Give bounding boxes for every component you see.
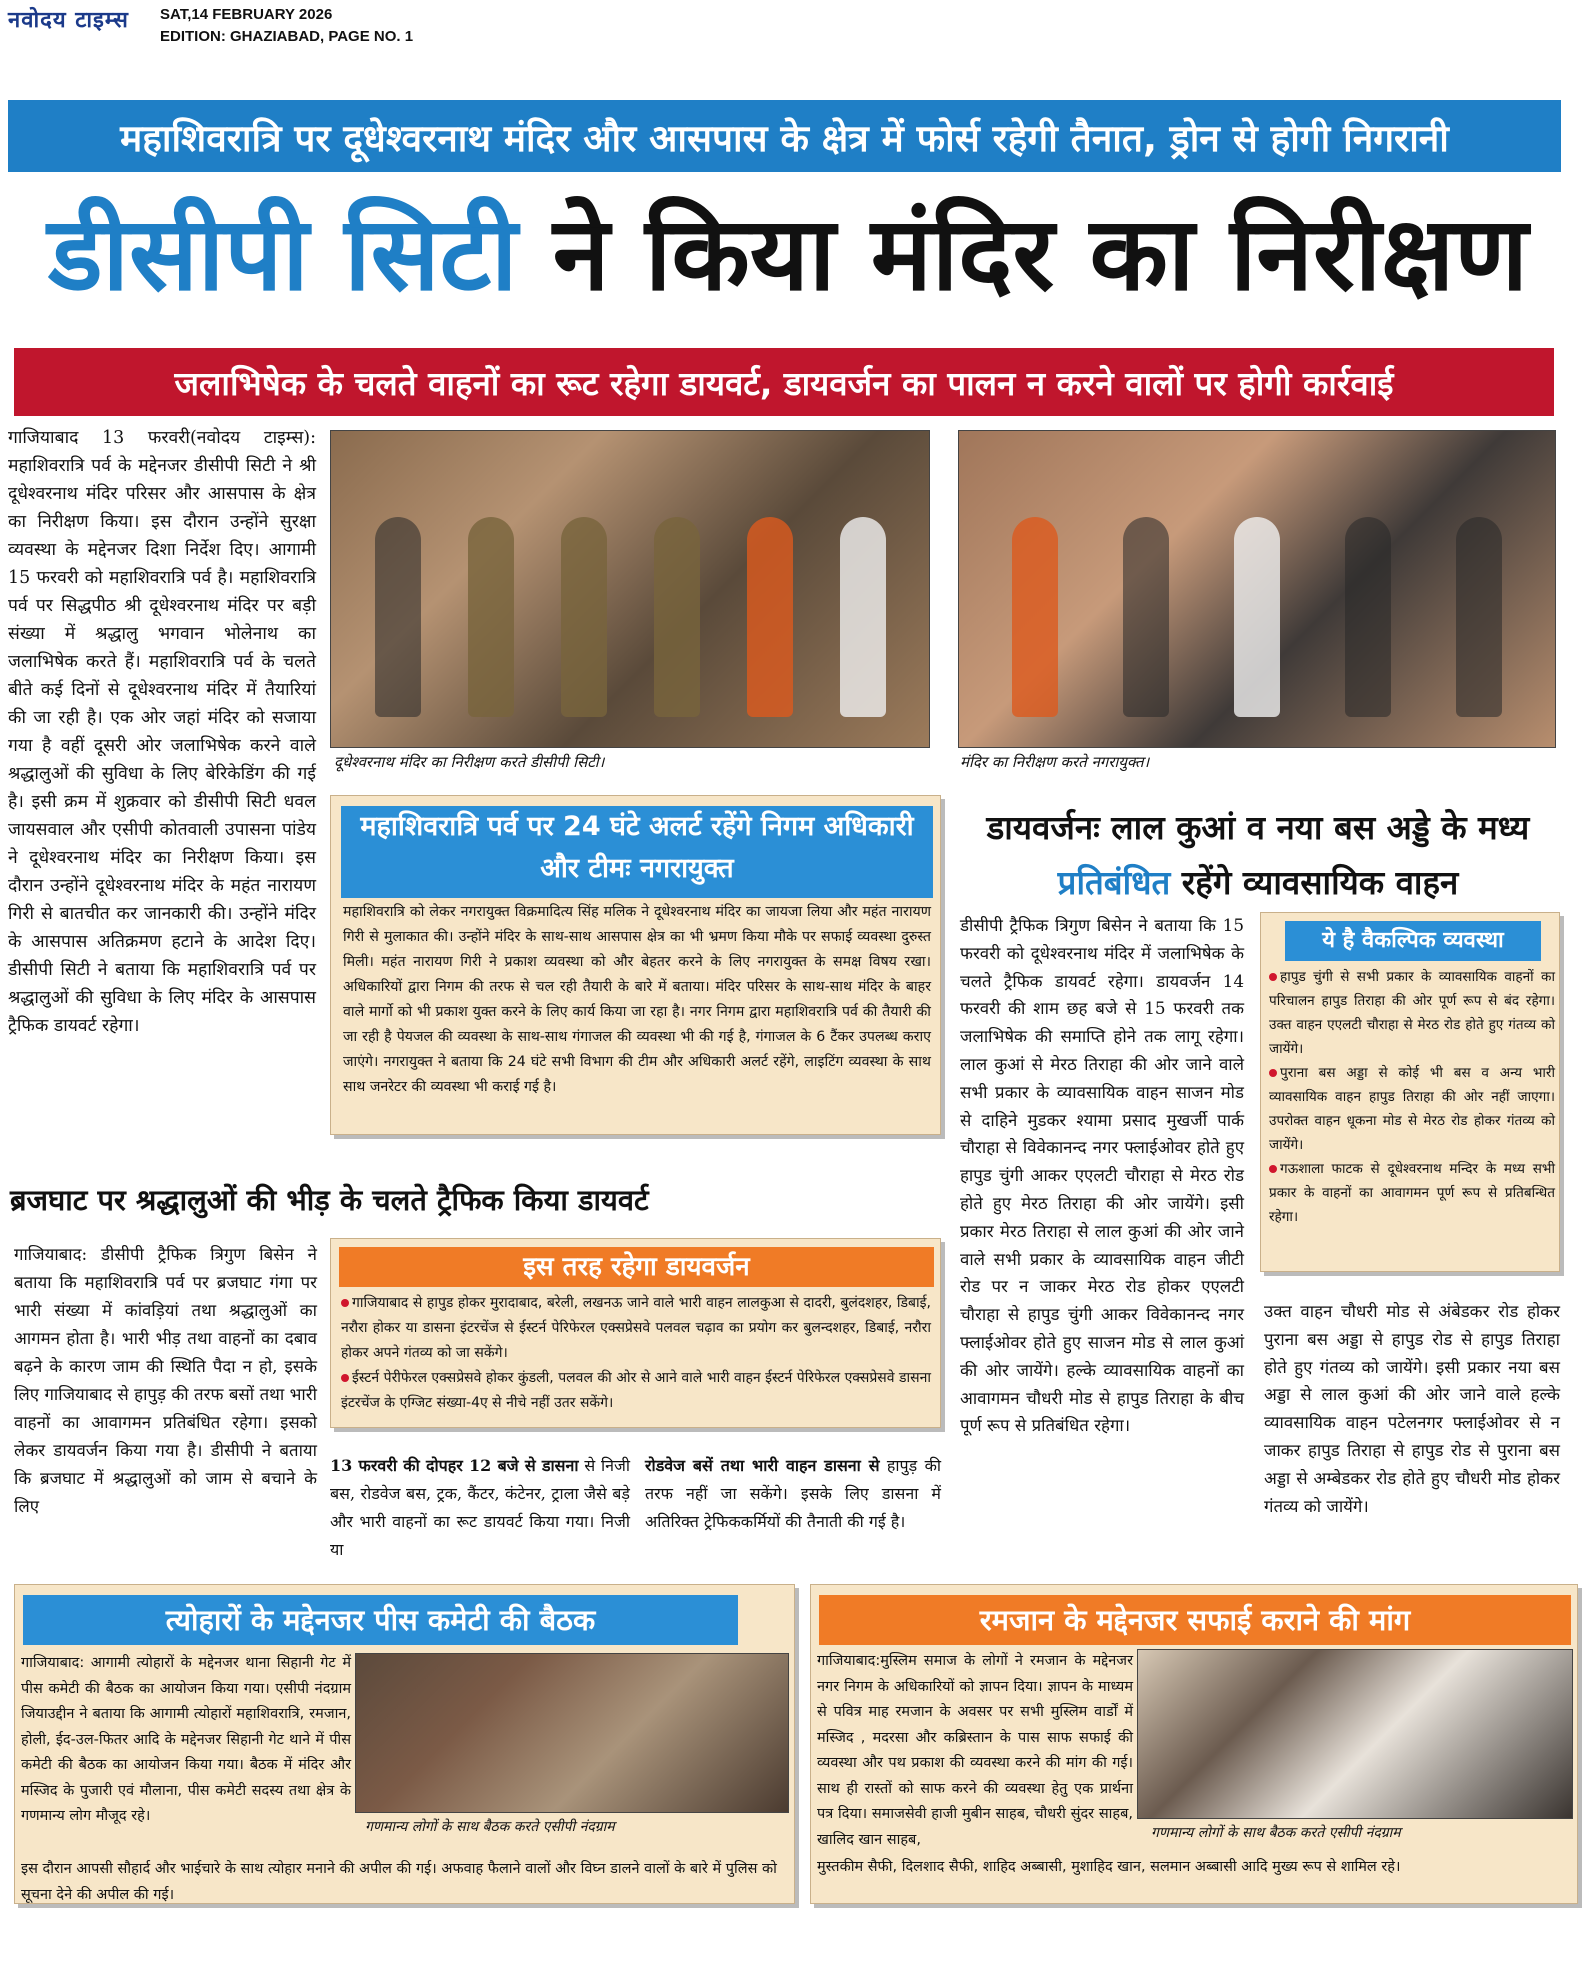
ramzan-title: रमजान के मद्देनजर सफाई कराने की मांग: [819, 1595, 1571, 1645]
top-banner: महाशिवरात्रि पर दूधेश्वरनाथ मंदिर और आसपास के क्षेत्र में फोर्स रहेगी तैनात, ड्रोन से होगी निगरानी: [8, 100, 1561, 172]
brijghat-story-text: गाजियाबाद: डीसीपी ट्रैफिक त्रिगुण बिसेन ने बताया कि महाशिवरात्रि पर्व पर ब्रजघाट गंगा पर भारी संख्या में कांवड़ियां तथा श्रद्धालुओं का आगमन होता है। भारी भीड़ तथा वाहनों का दबाव बढ़ने के कारण जाम की स्थिति पैदा न हो, इसके लिए गाजियाबाद से हापुड़ की तरफ बसों तथा भारी वाहनों का आवागमन प्रतिबंधित रहेगा। इसको लेकर डायवर्जन किया गया है। डीसीपी ने बताया कि ब्रजघाट में श्रद्धालुओं को जाम से बचाने के लिए: [14, 1244, 317, 1516]
photo2-caption: मंदिर का निरीक्षण करते नगरायुक्त।: [960, 753, 1150, 771]
diversion-headline: [958, 800, 1558, 910]
diversion-route-title: इस तरह रहेगा डायवर्जन: [339, 1247, 934, 1287]
bullet-icon: [1269, 1165, 1277, 1173]
bullet-icon: [341, 1299, 349, 1307]
list-item: पुराना बस अड्डा से कोई भी बस व अन्य भारी व्यावसायिक वाहन हापुड तिराहा की ओर नहीं जाएगा। उपरोक्त वाहन धूकना मोड से मेरठ रोड होकर गंतव्य को जायेंगे।: [1269, 1065, 1555, 1153]
peace-committee-title: त्योहारों के मद्देनजर पीस कमेटी की बैठक: [23, 1595, 738, 1645]
person-figure: [1123, 517, 1169, 717]
person-figure: [1345, 517, 1391, 717]
diversion-headline-a: डायवर्जनः लाल कुआं व नया बस अड्डे के मध्य: [986, 808, 1530, 847]
peace-committee-box: [14, 1584, 795, 1904]
diversion-route-body: [341, 1291, 931, 1416]
diversion-headline-highlight: प्रतिबंधित: [1057, 863, 1171, 902]
person-figure: [747, 517, 793, 717]
ramzan-body-continued: मुस्तकीम सैफी, दिलशाद सैफी, शाहिद अब्बासी, मुशाहिद खान, सलमान अब्बासी आदि मुख्य रूप से शामिल रहे।: [817, 1859, 1401, 1875]
alternate-box-body: [1269, 965, 1555, 1229]
person-figure: [654, 517, 700, 717]
person-figure: [468, 517, 514, 717]
ramzan-cleaning-box: [810, 1584, 1578, 1904]
brijghat-col2-lead: 13 फरवरी की दोपहर 12 बजे से डासना: [330, 1456, 579, 1475]
brijghat-headline: ब्रजघाट पर श्रद्धालुओं की भीड़ के चलते ट्रैफिक किया डायवर्ट: [10, 1183, 649, 1217]
ramzan-photo: [1137, 1649, 1573, 1819]
alternate-arrangement-box: [1260, 912, 1560, 1272]
headline-part2: ने किया मंदिर का निरीक्षण: [517, 195, 1528, 314]
edition-date: SAT,14 FEBRUARY 2026: [160, 6, 333, 23]
list-item: ईस्टर्न पेरीफेरल एक्सप्रेसवे होकर कुंडली, पलवल की ओर से आने वाले भारी वाहन ईस्टर्न पेरिफेरल एक्सप्रेसवे डासना इंटरचेंज के एग्जिट संख्या-4ए से नीचे नहीं उतर सकेंगे।: [341, 1370, 931, 1411]
brijghat-col3: [645, 1452, 941, 1536]
person-figure: [1456, 517, 1502, 717]
person-figure: [375, 517, 421, 717]
brijghat-col2-text: से निजी बस, रोडवेज बस, ट्रक, कैंटर, कंटेनर, ट्राला जैसे बड़े और भारी वाहनों का रूट डायवर्ट किया गया। निजी या: [330, 1456, 630, 1559]
diversion-headline-b: रहेंगे व्यावसायिक वाहन: [1170, 863, 1459, 902]
sub-banner: जलाभिषेक के चलते वाहनों का रूट रहेगा डायवर्ट, डायवर्जन का पालन न करने वालों पर होगी कार्रवाई: [14, 348, 1554, 416]
ramzan-caption: गणमान्य लोगों के साथ बैठक करते एसीपी नंदग्राम: [1151, 1825, 1401, 1841]
brijghat-col3-text: हापुड़ की तरफ नहीं जा सकेंगे। इसके लिए डासना में अतिरिक्त ट्रेफिककर्मियों की तैनाती की गई है।: [645, 1456, 942, 1531]
alternate-continued-text: उक्त वाहन चौधरी मोड से अंबेडकर रोड होकर पुराना बस अड्डा से हापुड रोड से हापुड तिराहा होते हुए गंतव्य को जायेंगे। इसी प्रकार नया बस अड्डा से लाल कुआं की ओर जाने वाले हल्के व्यावसायिक वाहन पटेलनगर फ्लाईओवर से न जाकर हापुड तिराहा से हापुड रोड से पुराना बस अड्डा से अम्बेडकर रोड होते हुए चौधरी मोड होकर गंतव्य को जायेंगे।: [1264, 1301, 1560, 1516]
bullet-icon: [341, 1374, 349, 1382]
bullet-icon: [1269, 1069, 1277, 1077]
brijghat-col2: [330, 1452, 630, 1564]
photo1-caption: दूधेश्वरनाथ मंदिर का निरीक्षण करते डीसीपी सिटी।: [334, 753, 605, 771]
edition-info: [160, 4, 413, 48]
alternate-box-title: ये है वैकल्पिक व्यवस्था: [1285, 921, 1541, 961]
ramzan-body: गाजियाबाद:मुस्लिम समाज के लोगों ने रमजान के मद्देनजर नगर निगम के अधिकारियों को ज्ञापन दिया। ज्ञापन के माध्यम से पवित्र माह रमजान के अवसर पर सभी मुस्लिम वार्डों में मस्जिद , मदरसा और कब्रिस्तान के पास साफ सफाई की व्यवस्था और पथ प्रकाश की व्यवस्था करने की मांग की गई। साथ ही रास्तों को साफ करने की व्यवस्था हेतु एक प्रार्थना पत्र दिया। समाजसेवी हाजी मुबीन साहब, चौधरी सुंदर साहब, खालिद खान साहब,: [817, 1653, 1133, 1848]
person-figure: [1234, 517, 1280, 717]
person-figure: [561, 517, 607, 717]
list-item: गऊशाला फाटक से दूधेश्वरनाथ मन्दिर के मध्य सभी प्रकार के वाहनों का आवागमन पूर्ण रूप से प्रतिबन्धित रहेगा।: [1269, 1161, 1555, 1225]
person-figure: [1012, 517, 1058, 717]
list-item: गाजियाबाद से हापुड होकर मुरादाबाद, बरेली, लखनऊ जाने वाले भारी वाहन लालकुआ से दादरी, बुलंदशहर, डिबाई, नरौरा होकर या डासना इंटरचेंज से ईस्टर्न पेरिफेरल एक्सप्रेसवे पलवल चढ़ाव का प्रयोग कर बुलन्दशहर, डिबाई, नरौरा होकर अपने गंतव्य को जा सकेंगे।: [341, 1295, 931, 1361]
alert-box-title: महाशिवरात्रि पर्व पर 24 घंटे अलर्ट रहेंगे निगम अधिकारी और टीमः नगरायुक्त: [341, 806, 933, 898]
list-item: हापुड चुंगी से सभी प्रकार के व्यावसायिक वाहनों का परिचालन हापुड तिराहा की ओर पूर्ण रूप से बंद रहेगा। उक्त वाहन एएलटी चौराहा से मेरठ रोड होते हुए गंतव्य को जायेंगे।: [1269, 969, 1555, 1057]
photo-commissioner-inspection: [958, 430, 1556, 748]
peace-committee-body: गाजियाबाद: आगामी त्योहारों के मद्देनजर थाना सिहानी गेट में पीस कमेटी की बैठक का आयोजन किया गया। एसीपी नंदग्राम जियाउद्दीन ने बताया कि आगामी त्योहारों महाशिवरात्रि, रमजान, होली, ईद-उल-फितर आदि के मद्देनजर सिहानी गेट थाने में पीस कमेटी की बैठक का आयोजन किया गया। बैठक में मंदिर और मस्जिद के पुजारी एवं मौलाना, पीस कमेटी सदस्य तथा क्षेत्र के गणमान्य लोग मौजूद रहे।: [21, 1655, 351, 1824]
newspaper-logo: नवोदय टाइम्स: [8, 8, 129, 33]
main-headline: [8, 195, 1568, 315]
alert-box: [330, 795, 941, 1135]
brijghat-col3-lead: रोडवेज बसें तथा भारी वाहन डासना से: [645, 1456, 880, 1475]
headline-part1: डीसीपी सिटी: [47, 195, 518, 314]
diversion-story-text: डीसीपी ट्रैफिक त्रिगुण बिसेन ने बताया कि 15 फरवरी को दूधेश्वरनाथ मंदिर में जलाभिषेक के चलते ट्रैफिक डायवर्ट रहेगा। डायवर्जन 14 फरवरी की शाम छह बजे से 15 फरवरी तक जलाभिषेक की समाप्ति होने तक लागू रहेगा। लाल कुआं से मेरठ तिराहा की ओर जाने वाले सभी प्रकार के व्यावसायिक वाहन साजन मोड से दाहिने मुडकर श्यामा प्रसाद मुखर्जी पार्क चौराहा से विवेकानन्द नगर फ्लाईओवर होते हुए हापुड चुंगी आकर एएलटी चौराहा से मेरठ रोड होते हुए मेरठ तिराहा की ओर जायेंगे। इसी प्रकार मेरठ तिराहा से लाल कुआं की ओर जाने वाले सभी प्रकार के व्यावसायिक वाहन जीटी रोड पर न जाकर मेरठ रोड होकर एएलटी चौराहा से हापुड चुंगी आकर विवेकानन्द नगर फ्लाईओवर होते हुए साजन मोड से लाल कुआं की ओर जायेंगे। हल्के व्यावसायिक वाहनों का आवागमन चौधरी मोड से हापुड तिराहा के बीच पूर्ण रूप से प्रतिबंधित रहेगा।: [960, 915, 1244, 1436]
peace-committee-caption: गणमान्य लोगों के साथ बैठक करते एसीपी नंदग्राम: [365, 1819, 615, 1835]
edition-name: EDITION: GHAZIABAD, PAGE NO. 1: [160, 28, 414, 45]
bullet-icon: [1269, 973, 1277, 981]
peace-committee-photo: [355, 1653, 789, 1813]
photo-dcp-inspection: [330, 430, 930, 748]
person-figure: [840, 517, 886, 717]
peace-committee-body-continued: इस दौरान आपसी सौहार्द और भाईचारे के साथ त्योहार मनाने की अपील की गई। अफवाह फैलाने वालों और विघ्न डालने वालों के बारे में पुलिस को सूचना देने की अपील की गई।: [21, 1861, 777, 1903]
diversion-route-box: [330, 1238, 941, 1428]
main-story-text: गाजियाबाद 13 फरवरी(नवोदय टाइम्स): महाशिवरात्रि पर्व के मद्देनजर डीसीपी सिटी ने श्री दूधेश्वरनाथ मंदिर परिसर और आसपास के क्षेत्र का निरीक्षण किया। इस दौरान उन्होंने सुरक्षा व्यवस्था के मद्देनजर दिशा निर्देश दिए। आगामी 15 फरवरी को महाशिवरात्रि पर्व है। महाशिवरात्रि पर्व पर सिद्धपीठ श्री दूधेश्वरनाथ मंदिर पर बड़ी संख्या में श्रद्धालु भगवान भोलेनाथ का जलाभिषेक करते हैं। महाशिवरात्रि पर्व के चलते बीते कई दिनों से दूधेश्वरनाथ मंदिर में तैयारियां की जा रही है। एक ओर जहां मंदिर को सजाया गया है वहीं दूसरी ओर जलाभिषेक करने वाले श्रद्धालुओं की सुविधा के लिए बेरिकेडिंग की गई है। इसी क्रम में शुक्रवार को डीसीपी सिटी धवल जायसवाल और एसीपी कोतवाली उपासना पांडेय ने दूधेश्वरनाथ मंदिर का निरीक्षण किया। इस दौरान उन्होंने दूधेश्वरनाथ मंदिर के महंत नारायण गिरी से बातचीत कर जानकारी की। उन्होंने मंदिर के आसपास अतिक्रमण हटाने के आदेश दिए। डीसीपी सिटी ने बताया कि महाशिवरात्रि पर्व पर श्रद्धालुओं की सुविधा के लिए मंदिर के आसपास ट्रैफिक डायवर्ट रहेगा।: [8, 428, 316, 1036]
alert-box-body: महाशिवरात्रि को लेकर नगरायुक्त विक्रमादित्य सिंह मलिक ने दूधेश्वरनाथ मंदिर का जायजा लिया और महंत नारायण गिरी से मुलाकात की। उन्होंने मंदिर के साथ-साथ आसपास क्षेत्र का भी भ्रमण किया मौके पर सफाई व्यवस्था दुरुस्त मिली। महंत नारायण गिरी ने प्रकाश व्यवस्था को और बेहतर करने के लिए नगरायुक्त के समक्ष विषय रखा। अधिकारियों द्वारा निगम की तरफ से चल रही तैयारी के बारे में बताया। मंदिर परिसर के साथ-साथ मंदिर के बाहर वाले मार्गो को भी प्रकाश युक्त करने के लिए कार्य किया जा रहा है। नगर निगम द्वारा महाशिवरात्रि पर्व की तैयारी की जा रही है पेयजल की व्यवस्था के साथ-साथ गंगाजल की व्यवस्था भी की गई है, गंगाजल के 6 टैंकर उपलब्ध कराए जाएंगे। नगरायुक्त ने बताया कि 24 घंटे सभी विभाग की टीम और अधिकारी अलर्ट रहेंगे, लाइटिंग व्यवस्था के साथ साथ जनरेटर की व्यवस्था भी कराई गई है।: [343, 904, 931, 1095]
